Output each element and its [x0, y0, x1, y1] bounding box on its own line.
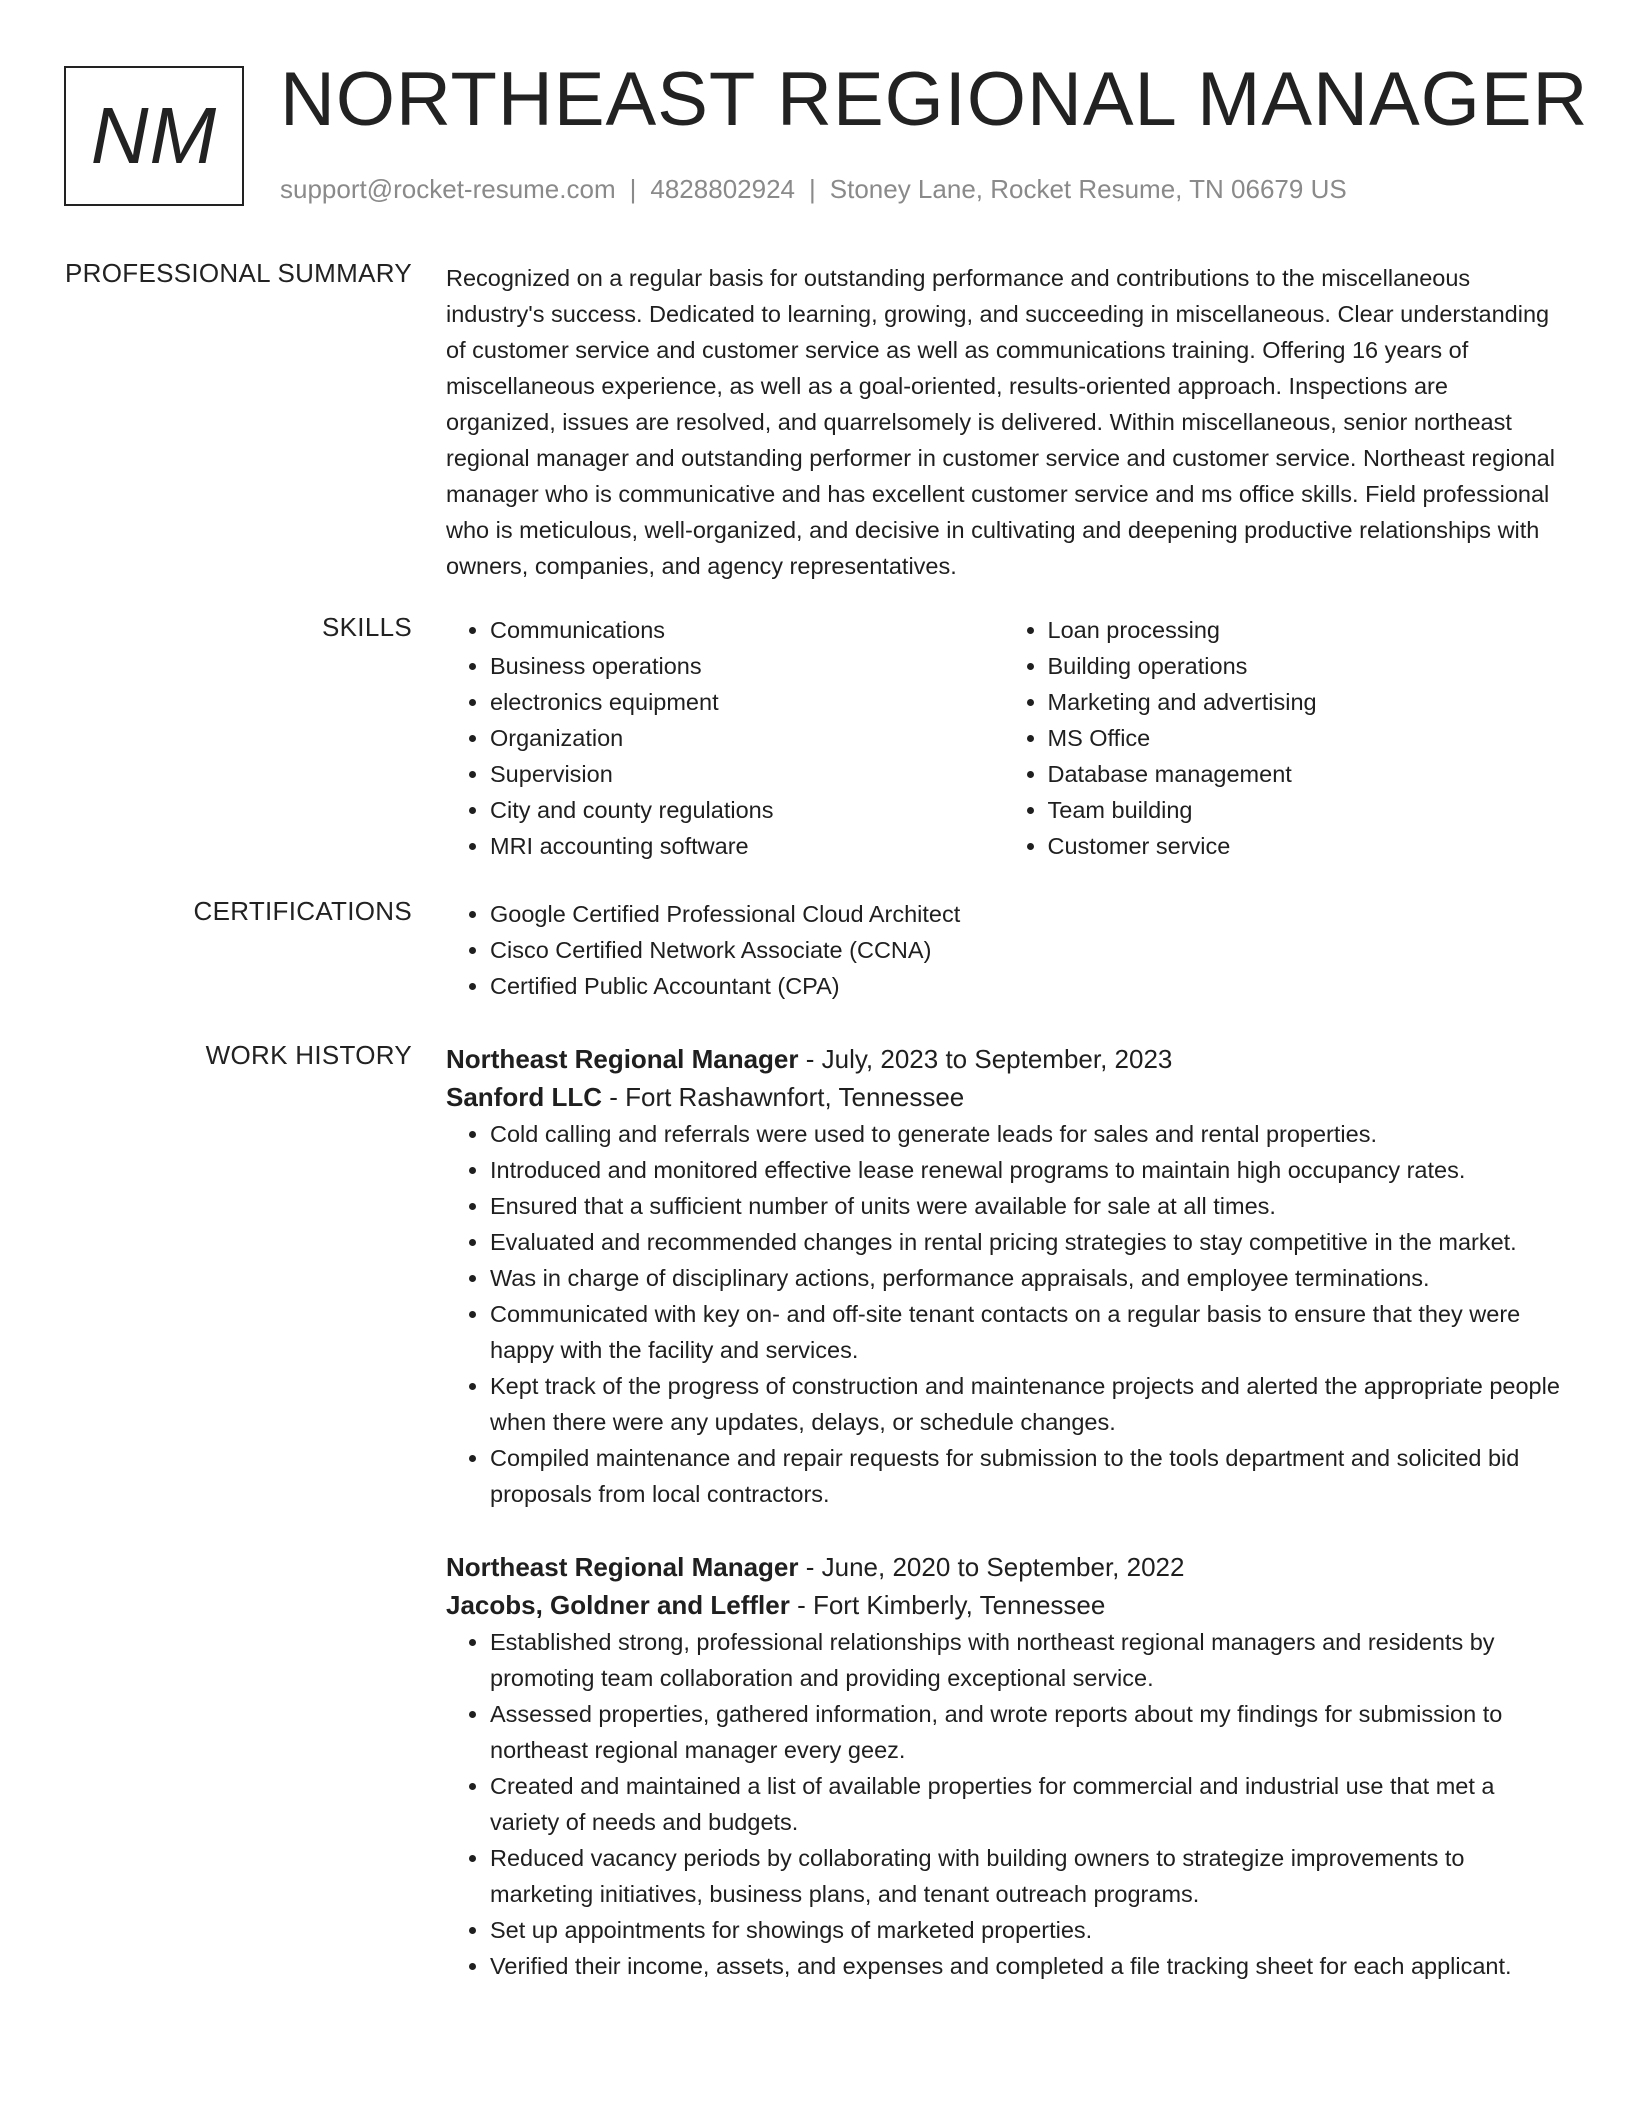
job-entry: [446, 1548, 1561, 1984]
certifications-heading: CERTIFICATIONS: [193, 896, 412, 926]
summary-heading: PROFESSIONAL SUMMARY: [65, 258, 412, 288]
list-item: • Compiled maintenance and repair requests for submission to the tools department and solicited bid proposals from local contractors.: [490, 1440, 1561, 1512]
contact-address: Stoney Lane, Rocket Resume, TN 06679 US: [829, 174, 1347, 204]
list-item: • Introduced and monitored effective lease renewal programs to maintain high occupancy rates.: [490, 1152, 1561, 1188]
contact-separator: |: [629, 174, 637, 204]
list-item: • Evaluated and recommended changes in rental pricing strategies to stay competitive in the market.: [490, 1224, 1561, 1260]
job-location: - Fort Rashawnfort, Tennessee: [602, 1082, 965, 1112]
monogram-badge: NM: [64, 66, 244, 206]
skills-body: [446, 612, 1561, 864]
work-history-heading: WORK HISTORY: [205, 1040, 412, 1070]
list-item: • Cold calling and referrals were used to generate leads for sales and rental properties.: [490, 1116, 1561, 1152]
list-item: • Team building: [1048, 792, 1562, 828]
job-title: Northeast Regional Manager: [446, 1552, 799, 1582]
work-history-body: [446, 1040, 1561, 1984]
list-item: • Google Certified Professional Cloud Architect: [490, 896, 1561, 932]
list-item: • Organization: [490, 720, 1004, 756]
list-item: • Set up appointments for showings of marketed properties.: [490, 1912, 1561, 1948]
list-item: • Cisco Certified Network Associate (CCNA): [490, 932, 1561, 968]
job-title-line: [446, 1548, 1561, 1586]
list-item: • Marketing and advertising: [1048, 684, 1562, 720]
list-item: • Certified Public Accountant (CPA): [490, 968, 1561, 1004]
job-company-line: [446, 1586, 1561, 1624]
list-item: • Assessed properties, gathered information, and wrote reports about my findings for submission to northeast regional manager every geez.: [490, 1696, 1561, 1768]
list-item: • City and county regulations: [490, 792, 1004, 828]
certifications-body: [446, 896, 1561, 1004]
list-item: • Supervision: [490, 756, 1004, 792]
job-title: Northeast Regional Manager: [446, 1044, 799, 1074]
job-dates: - July, 2023 to September, 2023: [798, 1044, 1173, 1074]
list-item: • Reduced vacancy periods by collaborating with building owners to strategize improvements to marketing initiatives, business plans, and tenant outreach programs.: [490, 1840, 1561, 1912]
job-title-line: [446, 1040, 1561, 1078]
contact-phone: 4828802924: [650, 174, 795, 204]
list-item: • Created and maintained a list of available properties for commercial and industrial use that met a variety of needs and budgets.: [490, 1768, 1561, 1840]
job-company-line: [446, 1078, 1561, 1116]
skills-list-left: [446, 612, 1004, 864]
list-item: • electronics equipment: [490, 684, 1004, 720]
job-bullet-list: [446, 1116, 1561, 1512]
list-item: • MS Office: [1048, 720, 1562, 756]
certifications-list: [446, 896, 1561, 1004]
summary-body: [446, 260, 1561, 584]
list-item: • Loan processing: [1048, 612, 1562, 648]
list-item: • Database management: [1048, 756, 1562, 792]
skills-list-right: [1004, 612, 1562, 864]
skills-grid: [446, 612, 1561, 864]
list-item: • Customer service: [1048, 828, 1562, 864]
job-company: Jacobs, Goldner and Leffler: [446, 1590, 790, 1620]
job-location: - Fort Kimberly, Tennessee: [789, 1590, 1106, 1620]
contact-email: support@rocket-resume.com: [280, 174, 616, 204]
list-item: • Business operations: [490, 648, 1004, 684]
list-item: • Communications: [490, 612, 1004, 648]
job-bullet-list: [446, 1624, 1561, 1984]
contact-separator: |: [809, 174, 816, 204]
job-company: Sanford LLC: [446, 1082, 602, 1112]
skills-heading: SKILLS: [322, 612, 412, 642]
job-entry: [446, 1040, 1561, 1512]
summary-text: Recognized on a regular basis for outstanding performance and contributions to the miscellaneous industry's success. Dedicated to learning, growing, and succeeding in miscellaneous. Clear understanding of customer service and customer service as well as communications training. Offering 16 years of miscellaneous experience, as well as a goal-oriented, results-oriented approach. Inspections are organized, issues are resolved, and quarrelsomely is delivered. Within miscellaneous, senior northeast regional manager and outstanding performer in customer service and customer service. Northeast regional manager who is communicative and has excellent customer service and ms office skills. Field professional who is meticulous, well-organized, and decisive in cultivating and deepening productive relationships with owners, companies, and agency representatives.: [446, 265, 1555, 579]
list-item: • MRI accounting software: [490, 828, 1004, 864]
job-dates: - June, 2020 to September, 2022: [798, 1552, 1185, 1582]
list-item: • Verified their income, assets, and expenses and completed a file tracking sheet for each applicant.: [490, 1948, 1561, 1984]
list-item: • Was in charge of disciplinary actions, performance appraisals, and employee terminations.: [490, 1260, 1561, 1296]
list-item: • Kept track of the progress of construction and maintenance projects and alerted the appropriate people when there were any updates, delays, or schedule changes.: [490, 1368, 1561, 1440]
contact-line: [280, 174, 1347, 205]
list-item: • Ensured that a sufficient number of units were available for sale at all times.: [490, 1188, 1561, 1224]
list-item: • Communicated with key on- and off-site tenant contacts on a regular basis to ensure that they were happy with the facility and services.: [490, 1296, 1561, 1368]
list-item: • Established strong, professional relationships with northeast regional managers and residents by promoting team collaboration and providing exceptional service.: [490, 1624, 1561, 1696]
candidate-title: NORTHEAST REGIONAL MANAGER: [280, 57, 1589, 142]
list-item: • Building operations: [1048, 648, 1562, 684]
